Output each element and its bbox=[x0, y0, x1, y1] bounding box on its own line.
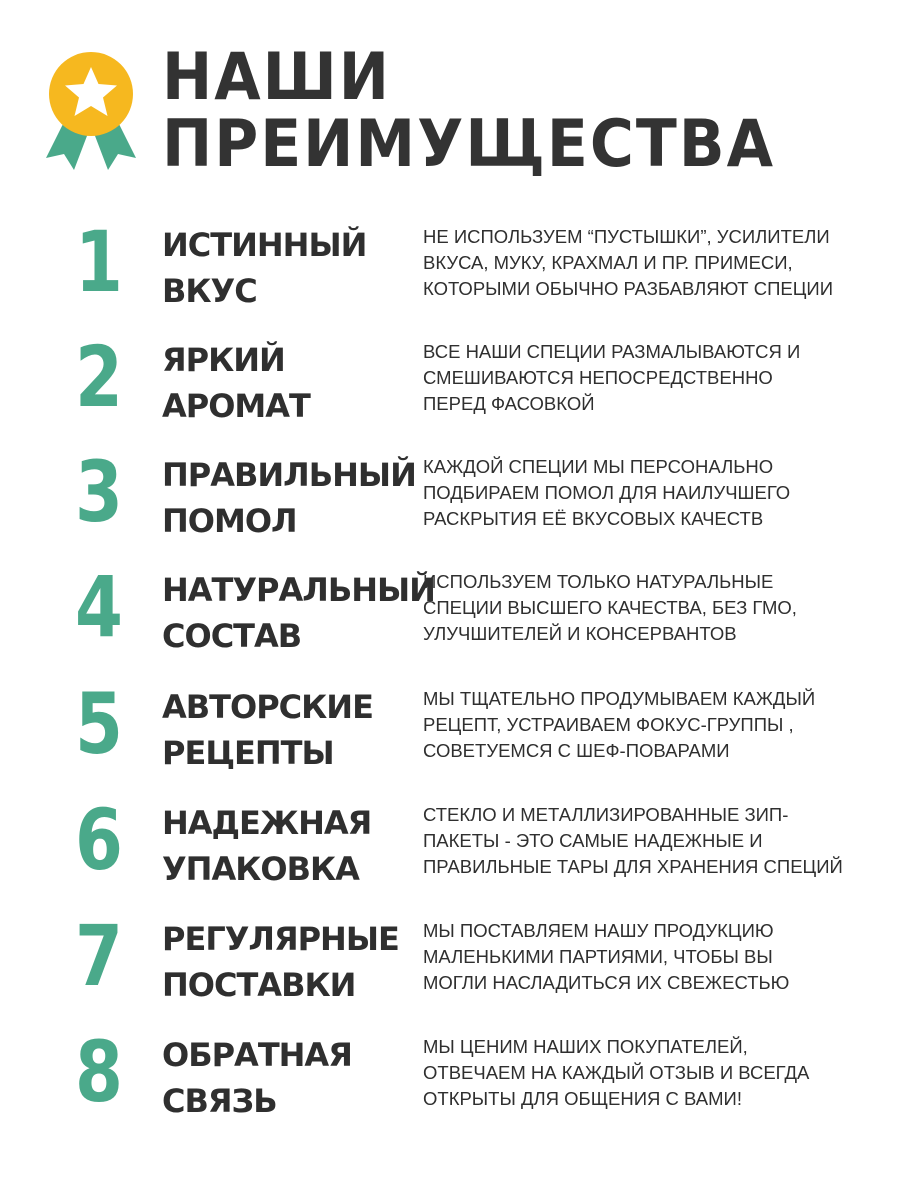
page-title-line-2: ПРЕИМУЩЕСТВА bbox=[162, 106, 776, 183]
list-item bbox=[0, 443, 900, 560]
item-heading bbox=[162, 916, 412, 1008]
item-heading-line-2: ПОСТАВКИ bbox=[162, 966, 356, 1004]
list-item bbox=[0, 213, 900, 330]
item-description-line-3: МОГЛИ НАСЛАДИТЬСЯ ИХ СВЕЖЕСТЬЮ bbox=[423, 972, 790, 993]
item-description bbox=[423, 454, 843, 532]
item-description bbox=[423, 918, 843, 996]
item-description-line-2: СМЕШИВАЮТСЯ НЕПОСРЕДСТВЕННО bbox=[423, 367, 773, 388]
item-number: 3 bbox=[75, 443, 123, 541]
list-item bbox=[0, 1023, 900, 1140]
item-heading-line-1: НАТУРАЛЬНЫЙ bbox=[162, 571, 435, 609]
item-number: 7 bbox=[75, 907, 123, 1005]
item-heading-line-1: АВТОРСКИЕ bbox=[162, 688, 373, 726]
item-description-line-1: МЫ ПОСТАВЛЯЕМ НАШУ ПРОДУКЦИЮ bbox=[423, 920, 774, 941]
item-description-line-3: УЛУЧШИТЕЛЕЙ И КОНСЕРВАНТОВ bbox=[423, 623, 737, 644]
item-number: 2 bbox=[75, 328, 123, 426]
item-number: 1 bbox=[75, 213, 123, 311]
item-heading-line-1: НАДЕЖНАЯ bbox=[162, 804, 372, 842]
list-item bbox=[0, 328, 900, 445]
list-item bbox=[0, 558, 900, 675]
item-description-line-2: ПАКЕТЫ - ЭТО САМЫЕ НАДЕЖНЫЕ И bbox=[423, 830, 763, 851]
item-heading-line-2: СВЯЗЬ bbox=[162, 1082, 277, 1120]
item-heading bbox=[162, 1032, 412, 1124]
item-heading-line-2: УПАКОВКА bbox=[162, 850, 359, 888]
item-heading-line-2: АРОМАТ bbox=[162, 387, 310, 425]
item-heading-line-1: РЕГУЛЯРНЫЕ bbox=[162, 920, 399, 958]
item-heading bbox=[162, 567, 435, 659]
item-number: 5 bbox=[75, 675, 123, 773]
item-description-line-3: ПЕРЕД ФАСОВКОЙ bbox=[423, 393, 595, 414]
item-heading-line-2: ВКУС bbox=[162, 272, 257, 310]
star-ribbon-icon bbox=[42, 50, 140, 170]
item-heading-line-2: РЕЦЕПТЫ bbox=[162, 734, 334, 772]
item-description-line-3: КОТОРЫМИ ОБЫЧНО РАЗБАВЛЯЮТ СПЕЦИИ bbox=[423, 278, 833, 299]
item-number: 6 bbox=[75, 791, 123, 889]
item-description bbox=[423, 339, 843, 417]
item-description-line-3: ПРАВИЛЬНЫЕ ТАРЫ ДЛЯ ХРАНЕНИЯ СПЕЦИЙ bbox=[423, 856, 843, 877]
item-heading-line-2: СОСТАВ bbox=[162, 617, 302, 655]
item-heading bbox=[162, 684, 412, 776]
page-title bbox=[162, 39, 776, 183]
item-description bbox=[423, 1034, 843, 1112]
page-header bbox=[42, 39, 862, 184]
item-description-line-1: МЫ ТЩАТЕЛЬНО ПРОДУМЫВАЕМ КАЖДЫЙ bbox=[423, 688, 816, 709]
item-description-line-3: СОВЕТУЕМСЯ С ШЕФ-ПОВАРАМИ bbox=[423, 740, 730, 761]
item-description-line-2: ОТВЕЧАЕМ НА КАЖДЫЙ ОТЗЫВ И ВСЕГДА bbox=[423, 1062, 810, 1083]
list-item bbox=[0, 791, 900, 908]
item-description-line-1: СТЕКЛО И МЕТАЛЛИЗИРОВАННЫЕ ЗИП- bbox=[423, 804, 789, 825]
item-number: 4 bbox=[75, 558, 123, 656]
item-description-line-1: МЫ ЦЕНИМ НАШИХ ПОКУПАТЕЛЕЙ, bbox=[423, 1036, 748, 1057]
item-description-line-1: КАЖДОЙ СПЕЦИИ МЫ ПЕРСОНАЛЬНО bbox=[423, 456, 774, 477]
list-item bbox=[0, 675, 900, 792]
item-description-line-1: ИСПОЛЬЗУЕМ ТОЛЬКО НАТУРАЛЬНЫЕ bbox=[423, 571, 774, 592]
item-description-line-2: СПЕЦИИ ВЫСШЕГО КАЧЕСТВА, БЕЗ ГМО, bbox=[423, 597, 797, 618]
item-heading bbox=[162, 337, 412, 429]
list-item bbox=[0, 907, 900, 1024]
item-description bbox=[423, 224, 843, 302]
item-heading-line-1: ЯРКИЙ bbox=[162, 341, 285, 379]
item-description bbox=[423, 569, 843, 647]
item-description bbox=[423, 802, 843, 880]
item-description-line-2: МАЛЕНЬКИМИ ПАРТИЯМИ, ЧТОБЫ ВЫ bbox=[423, 946, 773, 967]
item-heading bbox=[162, 800, 412, 892]
item-description-line-2: РЕЦЕПТ, УСТРАИВАЕМ ФОКУС-ГРУППЫ , bbox=[423, 714, 794, 735]
item-description-line-1: ВСЕ НАШИ СПЕЦИИ РАЗМАЛЫВАЮТСЯ И bbox=[423, 341, 801, 362]
item-heading-line-1: ОБРАТНАЯ bbox=[162, 1036, 352, 1074]
page-title-line-1: НАШИ bbox=[162, 39, 391, 116]
item-description-line-2: ПОДБИРАЕМ ПОМОЛ ДЛЯ НАИЛУЧШЕГО bbox=[423, 482, 791, 503]
item-heading-line-2: ПОМОЛ bbox=[162, 502, 297, 540]
item-heading bbox=[162, 222, 412, 314]
item-heading bbox=[162, 452, 416, 544]
item-description bbox=[423, 686, 843, 764]
item-description-line-3: РАСКРЫТИЯ ЕЁ ВКУСОВЫХ КАЧЕСТВ bbox=[423, 508, 764, 529]
item-description-line-3: ОТКРЫТЫ ДЛЯ ОБЩЕНИЯ С ВАМИ! bbox=[423, 1088, 742, 1109]
item-heading-line-1: ПРАВИЛЬНЫЙ bbox=[162, 456, 416, 494]
item-heading-line-1: ИСТИННЫЙ bbox=[162, 226, 367, 264]
item-description-line-1: НЕ ИСПОЛЬЗУЕМ “ПУСТЫШКИ”, УСИЛИТЕЛИ bbox=[423, 226, 830, 247]
item-description-line-2: ВКУСА, МУКУ, КРАХМАЛ И ПР. ПРИМЕСИ, bbox=[423, 252, 793, 273]
item-number: 8 bbox=[75, 1023, 123, 1121]
